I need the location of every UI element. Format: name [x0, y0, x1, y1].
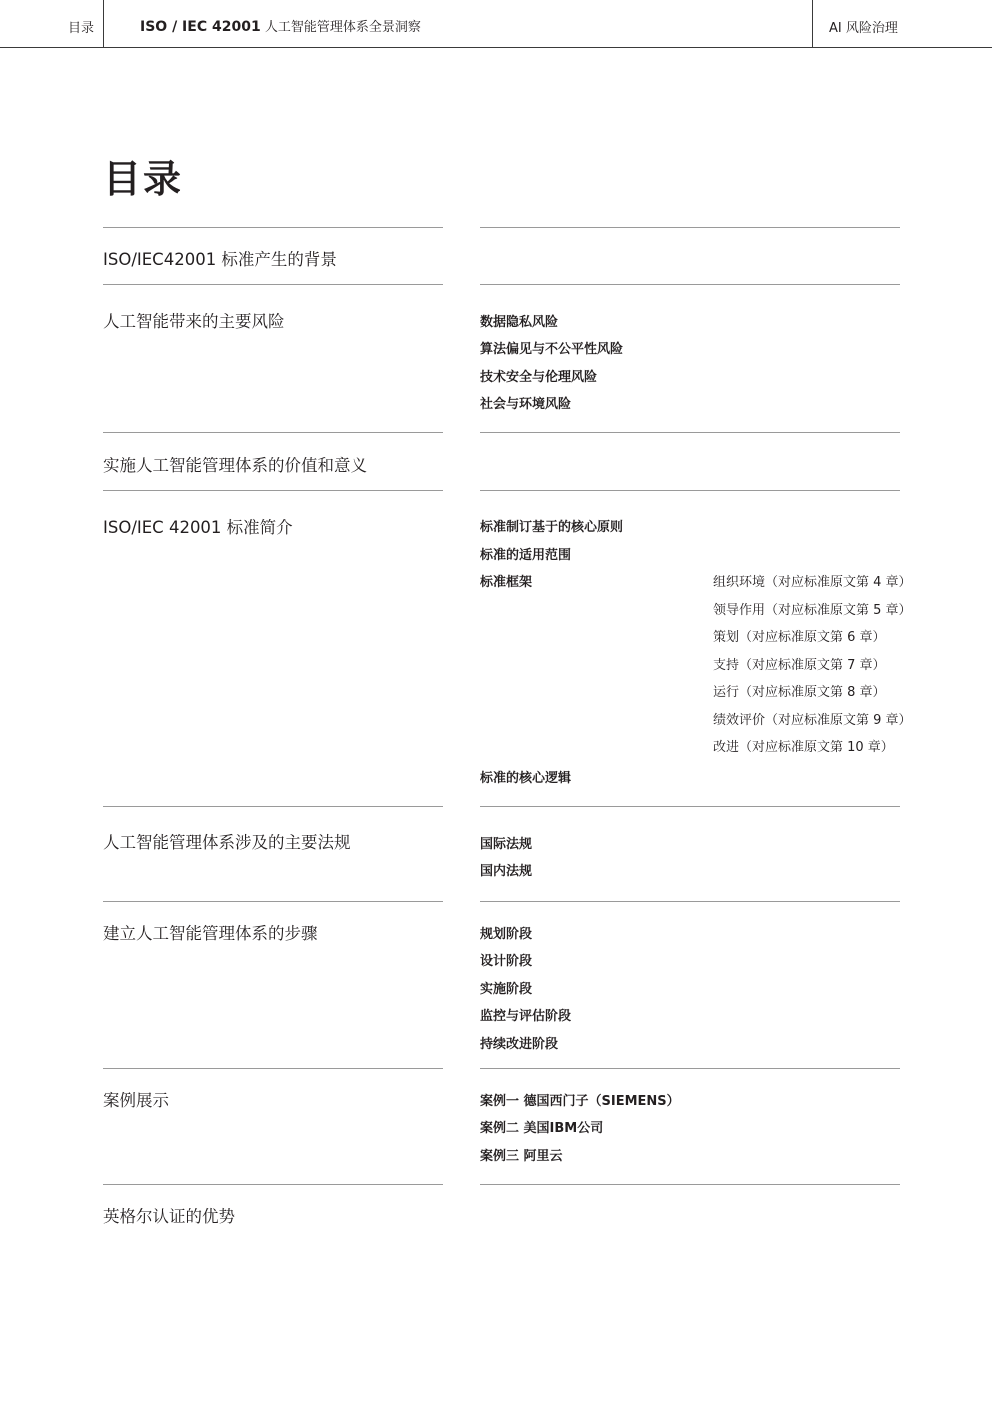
- toc-subitem[interactable]: 标准的核心逻辑: [480, 771, 572, 786]
- divider: [480, 1184, 900, 1185]
- header-document-title: [140, 16, 421, 35]
- toc-subitem[interactable]: 算法偏见与不公平性风险: [480, 342, 624, 357]
- toc-chapter-item[interactable]: 改进（对应标准原文第 10 章）: [713, 740, 894, 755]
- header-section-label: 目录: [68, 21, 95, 36]
- toc-subitem[interactable]: 国际法规: [480, 837, 533, 852]
- divider: [480, 432, 900, 433]
- toc-subitem[interactable]: 案例二 美国IBM公司: [480, 1121, 604, 1136]
- toc-subitem[interactable]: 技术安全与伦理风险: [480, 370, 598, 385]
- header-title-rest: 人工智能管理体系全景洞察: [260, 20, 421, 35]
- toc-section-title[interactable]: ISO/IEC 42001 标准简介: [103, 518, 293, 537]
- divider: [103, 227, 443, 228]
- toc-subitem[interactable]: 标准的适用范围: [480, 548, 572, 563]
- toc-chapter-item[interactable]: 策划（对应标准原文第 6 章）: [713, 630, 886, 645]
- toc-subitem[interactable]: 设计阶段: [480, 954, 533, 969]
- divider: [480, 284, 900, 285]
- toc-section-title[interactable]: 人工智能管理体系涉及的主要法规: [103, 833, 351, 852]
- header-title-bold: ISO / IEC 42001: [140, 19, 261, 35]
- toc-subitem[interactable]: 案例三 阿里云: [480, 1149, 563, 1164]
- toc-subitem[interactable]: 数据隐私风险: [480, 315, 559, 330]
- header-divider-right: [812, 0, 813, 47]
- toc-subitem[interactable]: 国内法规: [480, 864, 533, 879]
- page-title: 目录: [103, 157, 184, 201]
- header-divider-left: [103, 0, 104, 47]
- divider: [103, 1184, 443, 1185]
- running-header: [0, 0, 992, 48]
- toc-section-title[interactable]: 人工智能带来的主要风险: [103, 312, 285, 331]
- toc-section-title[interactable]: 案例展示: [103, 1091, 169, 1110]
- divider: [480, 1068, 900, 1069]
- toc-subitem[interactable]: 标准框架: [480, 575, 533, 590]
- toc-section-title[interactable]: ISO/IEC42001 标准产生的背景: [103, 250, 337, 269]
- toc-subitem[interactable]: 持续改进阶段: [480, 1037, 559, 1052]
- toc-chapter-item[interactable]: 支持（对应标准原文第 7 章）: [713, 658, 886, 673]
- toc-subitem[interactable]: 标准制订基于的核心原则: [480, 520, 624, 535]
- divider: [480, 806, 900, 807]
- divider: [103, 806, 443, 807]
- divider: [103, 432, 443, 433]
- toc-subitem[interactable]: 规划阶段: [480, 927, 533, 942]
- divider: [480, 490, 900, 491]
- toc-subitem[interactable]: 案例一 德国西门子（SIEMENS）: [480, 1094, 680, 1109]
- toc-subitem[interactable]: 监控与评估阶段: [480, 1009, 572, 1024]
- toc-subitem[interactable]: 实施阶段: [480, 982, 533, 997]
- toc-section-title[interactable]: 英格尔认证的优势: [103, 1207, 235, 1226]
- toc-chapter-item[interactable]: 运行（对应标准原文第 8 章）: [713, 685, 886, 700]
- divider: [103, 901, 443, 902]
- header-series-label: AI 风险治理: [829, 21, 898, 36]
- toc-section-title[interactable]: 实施人工智能管理体系的价值和意义: [103, 456, 367, 475]
- divider: [480, 227, 900, 228]
- divider: [480, 901, 900, 902]
- divider: [103, 490, 443, 491]
- toc-chapter-item[interactable]: 组织环境（对应标准原文第 4 章）: [713, 575, 912, 590]
- toc-subitem[interactable]: 社会与环境风险: [480, 397, 572, 412]
- divider: [103, 1068, 443, 1069]
- toc-chapter-item[interactable]: 绩效评价（对应标准原文第 9 章）: [713, 713, 912, 728]
- divider: [103, 284, 443, 285]
- toc-chapter-item[interactable]: 领导作用（对应标准原文第 5 章）: [713, 603, 912, 618]
- toc-section-title[interactable]: 建立人工智能管理体系的步骤: [103, 924, 318, 943]
